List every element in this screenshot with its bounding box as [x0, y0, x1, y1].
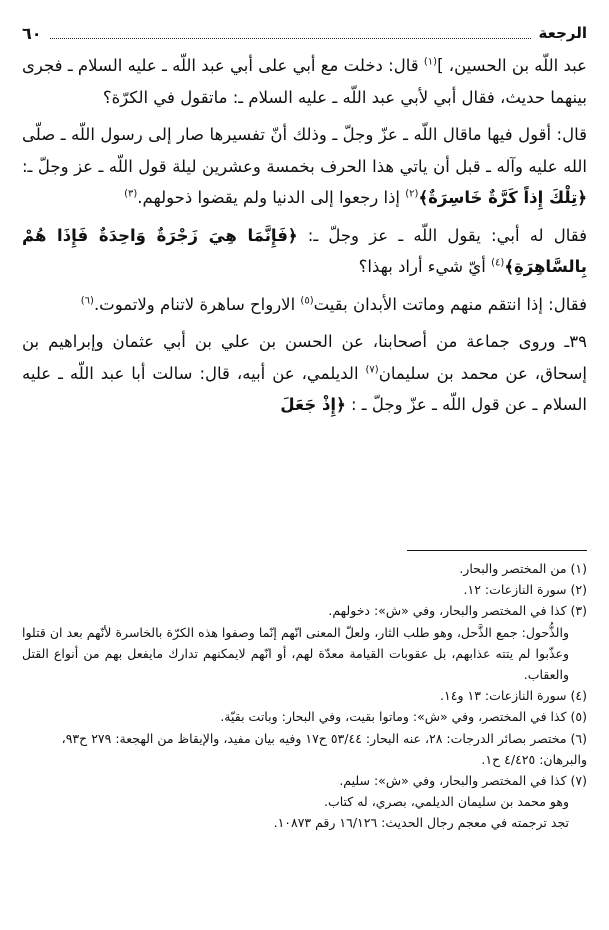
- text-run: قال: أقول فيها ماقال اللّه ـ عزّ وجلّ ـ وذلك أنّ تفسيرها صار إلى رسول اللّه ـ صلّى الله عليه وآله ـ قبل أن ياتي هذا الحرف بخمسة وعشرين ليلة قول اللّه ـ عز وجلّ ـ:: [22, 125, 587, 176]
- text-run: الديلمي، عن أبيه، قال: سالت أبا عبد اللّه ـ عليه السلام ـ عن قول اللّه ـ عزّ وجلّ ـ :: [22, 363, 587, 414]
- text-run: الارواح ساهرة لاتنام ولاتموت.: [93, 294, 301, 314]
- text-run: عبد اللّه بن الحسين، ]: [437, 56, 587, 75]
- running-title: الرجعة: [538, 24, 587, 42]
- text-run: فقال: إذا انتقم منهم وماتت الأبدان بقيت: [313, 294, 587, 314]
- footnote-ref: (٢): [405, 188, 419, 200]
- page-header: [22, 20, 587, 46]
- text-run: ٣٩ـ وروى جماعة من أصحابنا، عن الحسن بن علي بن أبي عثمان وإبراهيم بن إسحاق، عن محمد بن سليمان: [22, 332, 587, 383]
- footnote-ref: (٦): [80, 295, 94, 306]
- paragraph-5: [22, 326, 587, 421]
- footnote-6: (٦) مختصر بصائر الدرجات: ٢٨، عنه البحار: ٥٣/٤٤ ح١٧ وفيه بيان مفيد، والإيقاظ من الهجعة: ٢٧٩ ح٩٣، والبرهان: ٤/٤٢٥ ح١.: [61, 730, 587, 767]
- quran-verse: ﴿تِلْكَ إِذاً كَرَّةٌ خَاسِرَةٌ﴾: [418, 188, 587, 207]
- footnotes: [22, 558, 587, 834]
- text-run: إذا رجعوا إلى الدنيا ولم يقضوا ذحولهم.: [137, 188, 406, 207]
- footnote-3-explanation: والذُّحول: جمع الذَّحل، وهو طلب الثار، ولعلّ المعنى انّهم إنّما وصفوا هذه الكرّة بالخاسرة لأنّهم بعد ان قتلوا وعذّبوا لم يتته عذابهم، بل عقوبات القيامة معدّة لهم، أو انّهم لايمكنهم تدارك مايفعل بهم من أنواع القتل والعقاب.: [22, 624, 569, 683]
- footnote-2: (٢) سورة النازعات: ١٢.: [463, 582, 587, 598]
- footnote-1: (١) من المختصر والبحار.: [459, 561, 587, 576]
- footnote-ref: (٤): [491, 257, 505, 269]
- footnote-7: (٧) كذا في المختصر والبحار، وفي «ش»: سليم.: [339, 773, 587, 789]
- footnote-separator: [407, 550, 587, 551]
- footnote-3: (٣) كذا في المختصر والبحار، وفي «ش»: دخولهم.: [328, 603, 587, 619]
- page-number: ٦٠: [22, 23, 42, 43]
- footnote-ref: (٣): [124, 188, 138, 200]
- header-dotted-leader: [50, 28, 531, 39]
- footnote-ref: (١): [423, 56, 438, 68]
- text-run: أيّ شيء أراد بهذا؟: [358, 257, 492, 276]
- text-run: قال: دخلت مع أبي على أبي عبد اللّه ـ عليه السلام ـ فجرى بينهما حديث، فقال أبي لأبي عبد اللّه ـ عليه السلام ـ: ماتقول في الكرّة؟: [22, 56, 587, 107]
- quran-verse: ﴿فَإِنَّمَا هِيَ زَجْرَةٌ وَاحِدَةٌ فَإِذَا هُمْ بِالسَّاهِرَةِ﴾: [22, 225, 587, 276]
- paragraph-2: [22, 119, 587, 214]
- footnote-4: (٤) سورة النازعات: ١٣ و١٤.: [440, 688, 587, 704]
- footnote-ref: (٧): [365, 364, 379, 375]
- footnote-5: (٥) كذا في المختصر، وفي «ش»: وماتوا بقيت، وفي البحار: وباتت بقيّة.: [220, 709, 587, 725]
- paragraph-3: [22, 220, 587, 283]
- quran-verse: ﴿إِذْ جَعَلَ: [280, 395, 346, 414]
- paragraph-1: [22, 50, 587, 113]
- main-text: [22, 50, 587, 421]
- paragraph-4: [22, 289, 587, 321]
- footnote-7-reference: تجد ترجمته في معجم رجال الحديث: ١٦/١٢٦ رقم ١٠٨٧٣.: [273, 815, 569, 831]
- footnote-7-note: وهو محمد بن سليمان الديلمي، بصري، له كتاب.: [323, 794, 569, 810]
- text-run: فقال له أبي: يقول اللّه ـ عز وجلّ ـ:: [297, 225, 588, 245]
- footnote-ref: (٥): [300, 295, 314, 306]
